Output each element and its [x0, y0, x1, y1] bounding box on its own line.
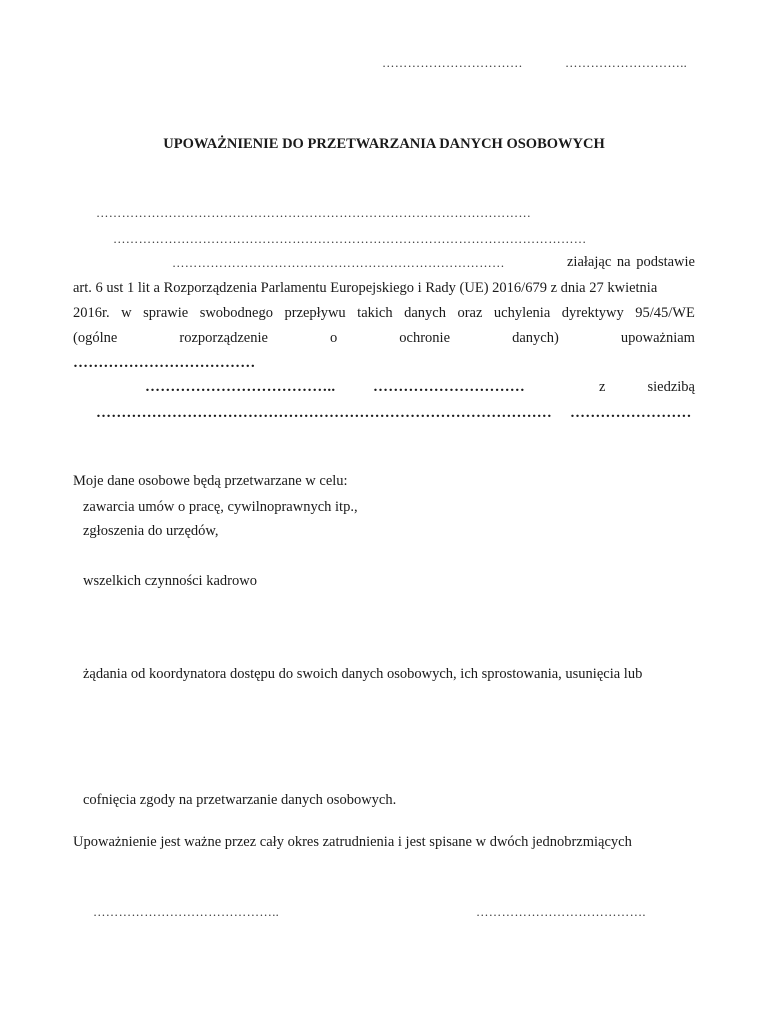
word: oraz	[457, 305, 483, 321]
word: 2016r.	[73, 305, 110, 321]
word: o	[329, 330, 338, 346]
word: upoważniam	[620, 330, 695, 346]
word: przepływu	[284, 305, 346, 321]
authorized-person-dots: ………………………………	[73, 355, 256, 371]
paragraph-line-1: art. 6 ust 1 lit a Rozporządzenia Parlamentu Europejskiego i Rady (UE) 2016/679 z dnia 27 kwietnia	[73, 280, 658, 296]
document-title: UPOWAŻNIENIE DO PRZETWARZANIA DANYCH OSOBOWYCH	[163, 136, 605, 152]
signature-left-dots: ……………………………………..	[93, 905, 280, 919]
word: rozporządzenie	[179, 330, 268, 346]
address-dots-end: ……………………	[570, 405, 692, 421]
purpose-item: cofnięcia zgody na przetwarzanie danych osobowych.	[83, 792, 397, 808]
surname-dots: …………………………	[373, 379, 525, 395]
purpose-item: zawarcia umów o pracę, cywilnoprawnych itp.,	[83, 499, 358, 515]
acting-basis-text: ziałając na podstawie	[567, 254, 695, 270]
word: w	[121, 305, 132, 321]
word: sprawie	[143, 305, 189, 321]
address-dots: ………………………………………………………………………………	[96, 405, 552, 421]
purpose-item: żądania od koordynatora dostępu do swoich danych osobowych, ich sprostowania, usunięcia lub	[83, 666, 643, 682]
word: dyrektywy	[561, 305, 624, 321]
word: takich	[357, 305, 393, 321]
purpose-item: zgłoszenia do urzędów,	[83, 523, 219, 539]
word: uchylenia	[493, 305, 551, 321]
seat-label: siedzibą	[647, 379, 695, 395]
paragraph-line-3	[73, 331, 695, 346]
word: (ogólne	[73, 330, 118, 346]
purpose-intro: Moje dane osobowe będą przetwarzane w celu:	[73, 473, 348, 489]
word: ochronie	[399, 330, 451, 346]
signature-right-dots: ………………………………….	[476, 905, 646, 919]
word: 95/45/WE	[635, 305, 695, 321]
word: swobodnego	[199, 305, 273, 321]
paragraph-line-2	[73, 306, 695, 321]
z-label: z	[599, 379, 606, 395]
name-dots: ………………………………..	[145, 379, 336, 395]
fill-line-3: ……………………………………………………………………	[172, 256, 505, 270]
validity-statement: Upoważnienie jest ważne przez cały okres zatrudnienia i jest spisane w dwóch jednobrzmiących	[73, 834, 632, 850]
purpose-item: wszelkich czynności kadrowo	[83, 573, 257, 589]
fill-line-1: …………………………………………………………………………………………	[96, 206, 532, 220]
place-field: ……………………………	[382, 56, 523, 70]
fill-line-2: …………………………………………………………………………………………………	[113, 232, 587, 246]
word: danych)	[512, 330, 559, 346]
word: danych	[404, 305, 446, 321]
date-field: ………………………..	[565, 56, 688, 70]
